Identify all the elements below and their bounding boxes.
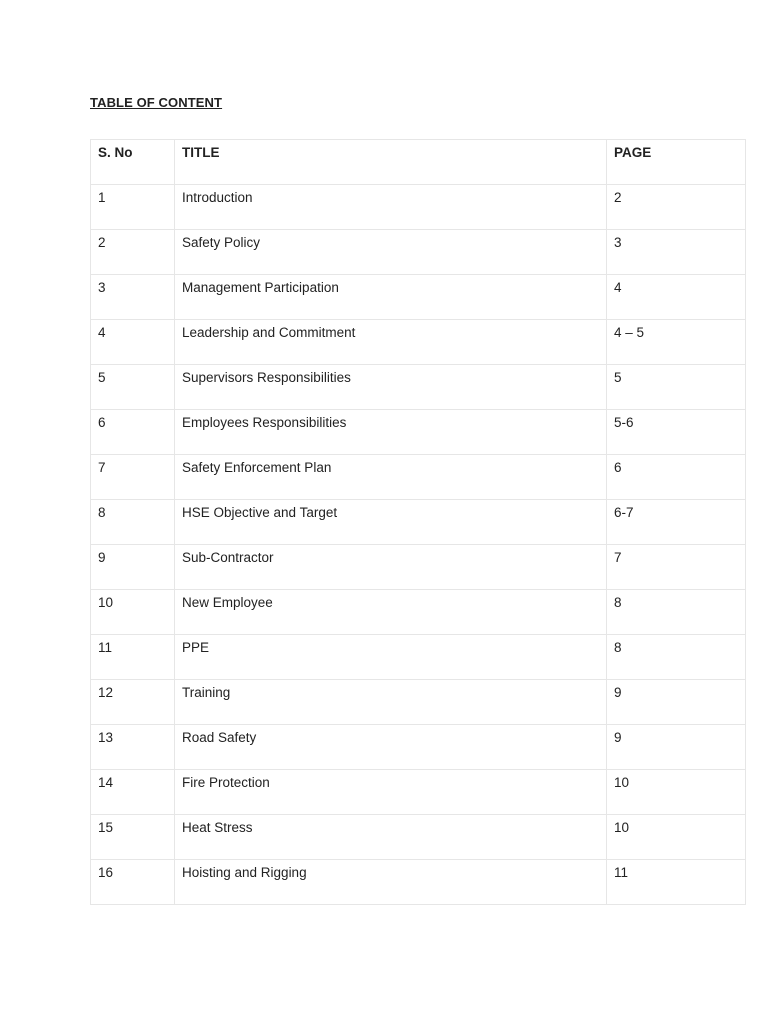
table-row — [91, 410, 746, 455]
cell-title: Fire Protection — [175, 770, 607, 815]
table-row — [91, 815, 746, 860]
cell-title: Hoisting and Rigging — [175, 860, 607, 905]
cell-title: Sub-Contractor — [175, 545, 607, 590]
cell-title: Road Safety — [175, 725, 607, 770]
table-header-row — [91, 140, 746, 185]
cell-page: 10 — [607, 815, 746, 860]
table-row — [91, 365, 746, 410]
table-row — [91, 860, 746, 905]
cell-sno: 13 — [91, 725, 175, 770]
cell-sno: 16 — [91, 860, 175, 905]
cell-page: 4 — [607, 275, 746, 320]
cell-sno: 14 — [91, 770, 175, 815]
cell-title: Leadership and Commitment — [175, 320, 607, 365]
cell-title: Supervisors Responsibilities — [175, 365, 607, 410]
table-row — [91, 590, 746, 635]
cell-title: Training — [175, 680, 607, 725]
table-row — [91, 275, 746, 320]
cell-page: 6 — [607, 455, 746, 500]
cell-page: 10 — [607, 770, 746, 815]
table-row — [91, 230, 746, 275]
cell-page: 6-7 — [607, 500, 746, 545]
cell-sno: 12 — [91, 680, 175, 725]
cell-page: 2 — [607, 185, 746, 230]
cell-page: 8 — [607, 590, 746, 635]
cell-sno: 5 — [91, 365, 175, 410]
header-title: TITLE — [175, 140, 607, 185]
cell-title: Safety Enforcement Plan — [175, 455, 607, 500]
table-body — [91, 185, 746, 905]
cell-title: Heat Stress — [175, 815, 607, 860]
cell-page: 9 — [607, 725, 746, 770]
cell-title: PPE — [175, 635, 607, 680]
cell-sno: 11 — [91, 635, 175, 680]
cell-page: 9 — [607, 680, 746, 725]
cell-page: 4 – 5 — [607, 320, 746, 365]
table-row — [91, 770, 746, 815]
cell-sno: 9 — [91, 545, 175, 590]
cell-sno: 8 — [91, 500, 175, 545]
cell-title: Safety Policy — [175, 230, 607, 275]
cell-sno: 7 — [91, 455, 175, 500]
cell-sno: 15 — [91, 815, 175, 860]
cell-sno: 10 — [91, 590, 175, 635]
cell-sno: 3 — [91, 275, 175, 320]
cell-sno: 1 — [91, 185, 175, 230]
page-title: TABLE OF CONTENT — [90, 95, 223, 110]
header-sno: S. No — [91, 140, 175, 185]
cell-sno: 4 — [91, 320, 175, 365]
cell-sno: 2 — [91, 230, 175, 275]
table-row — [91, 320, 746, 365]
table-row — [91, 500, 746, 545]
table-row — [91, 680, 746, 725]
cell-page: 11 — [607, 860, 746, 905]
cell-page: 7 — [607, 545, 746, 590]
table-row — [91, 545, 746, 590]
cell-title: Management Participation — [175, 275, 607, 320]
table-row — [91, 185, 746, 230]
cell-title: HSE Objective and Target — [175, 500, 607, 545]
cell-title: New Employee — [175, 590, 607, 635]
table-row — [91, 725, 746, 770]
cell-page: 5-6 — [607, 410, 746, 455]
header-page: PAGE — [607, 140, 746, 185]
cell-title: Introduction — [175, 185, 607, 230]
toc-table — [90, 139, 746, 905]
cell-page: 3 — [607, 230, 746, 275]
table-row — [91, 635, 746, 680]
cell-page: 5 — [607, 365, 746, 410]
cell-title: Employees Responsibilities — [175, 410, 607, 455]
cell-sno: 6 — [91, 410, 175, 455]
table-row — [91, 455, 746, 500]
cell-page: 8 — [607, 635, 746, 680]
